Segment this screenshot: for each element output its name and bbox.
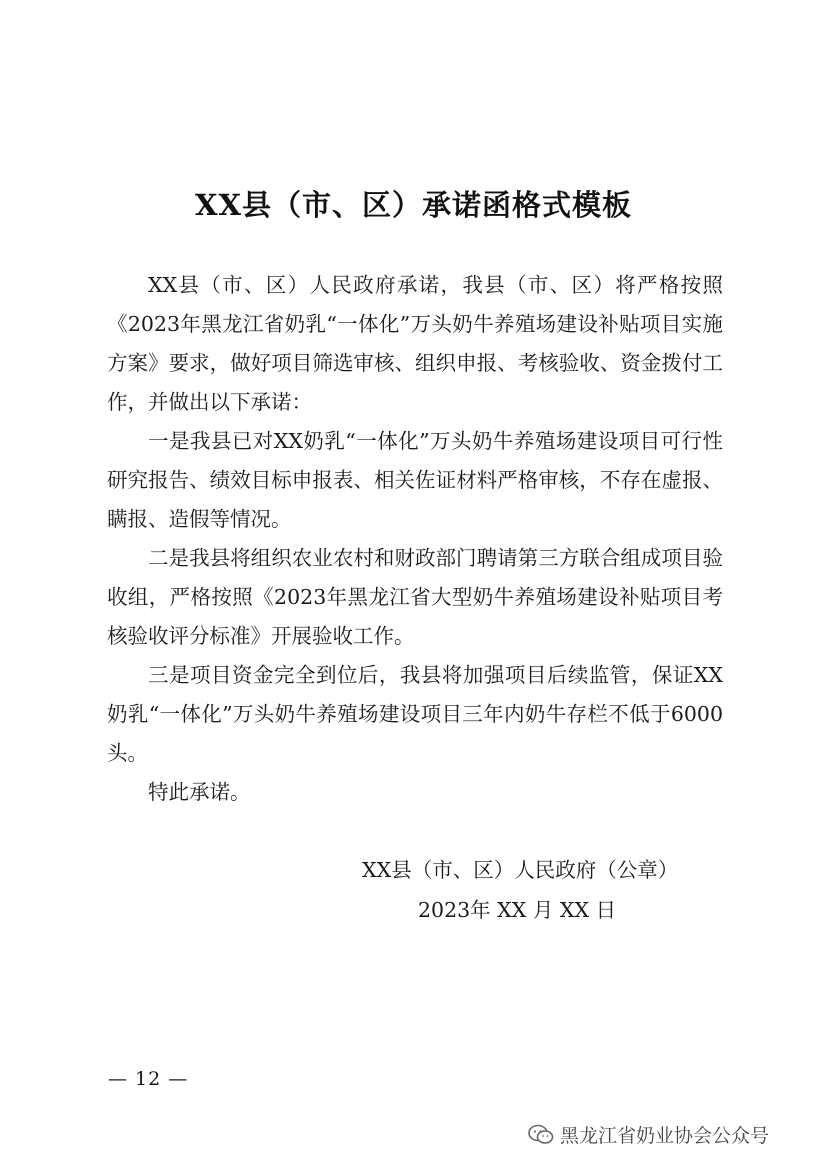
document-title: XX县（市、区）承诺函格式模板 — [194, 188, 632, 222]
commitment-one-paragraph: 一是我县已对XX奶乳“一体化”万头奶牛养殖场建设项目可行性研究报告、绩效目标申报表、相关佐证材料严格审核，不存在虚报、瞒报、造假等情况。 — [107, 429, 723, 531]
document-body — [107, 266, 723, 812]
commitment-three-paragraph: 三是项目资金完全到位后，我县将加强项目后续监管，保证XX奶乳“一体化”万头奶牛养殖场建设项目三年内奶牛存栏不低于6000头。 — [107, 663, 723, 765]
watermark — [528, 1121, 769, 1148]
signature-line: XX县（市、区）人民政府（公章） — [362, 858, 679, 882]
commitment-two-paragraph: 二是我县将组织农业农村和财政部门聘请第三方联合组成项目验收组，严格按照《2023年黑龙江省大型奶牛养殖场建设补贴项目考核验收评分标准》开展验收工作。 — [107, 546, 723, 648]
signature-date: 2023年 XX 月 XX 日 — [418, 898, 617, 922]
page-number: — 12 — — [108, 1068, 189, 1090]
closing-paragraph: 特此承诺。 — [148, 780, 251, 804]
intro-paragraph: XX县（市、区）人民政府承诺，我县（市、区）将严格按照《2023年黑龙江省奶乳“一体化”万头奶牛养殖场建设补贴项目实施方案》要求，做好项目筛选审核、组织申报、考核验收、资金拨付工作，并做出以下承诺： — [107, 273, 723, 414]
watermark-text: 黑龙江省奶业协会公众号 — [560, 1125, 770, 1147]
wechat-icon — [528, 1124, 554, 1146]
